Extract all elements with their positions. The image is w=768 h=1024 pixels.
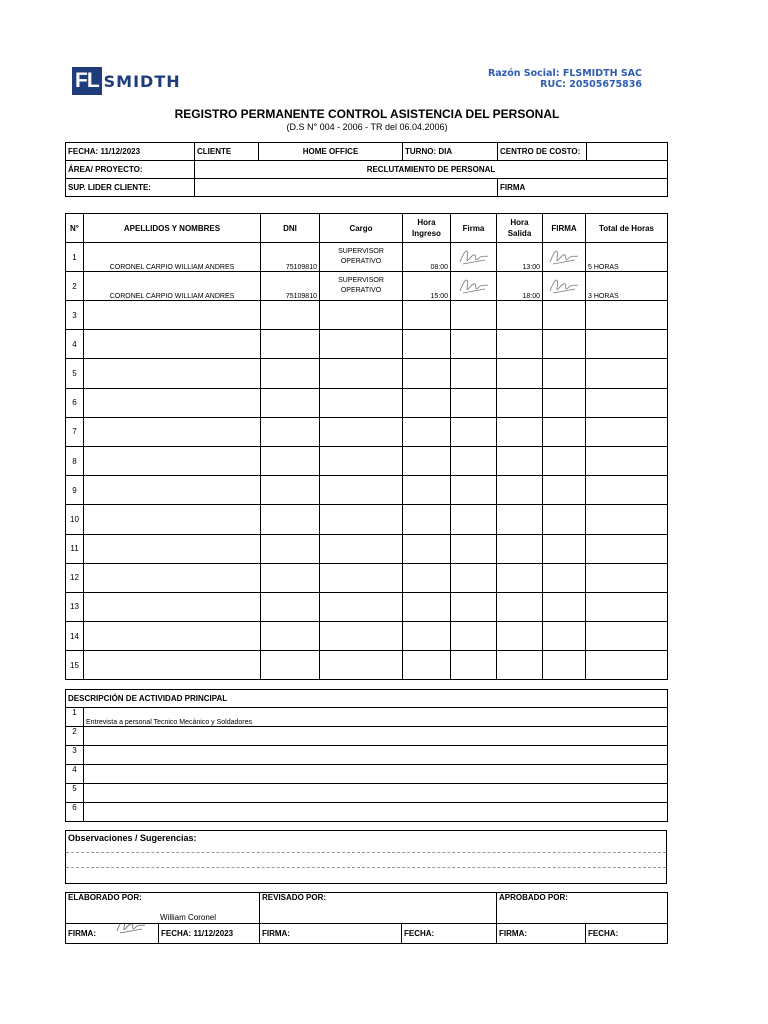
- row-hora-ingreso[interactable]: [403, 563, 451, 592]
- company-info: [488, 68, 642, 90]
- row-firma-ingreso[interactable]: [451, 622, 497, 651]
- row-dni[interactable]: [261, 534, 320, 563]
- row-total-horas[interactable]: [586, 563, 668, 592]
- activity-row-number: 1: [66, 708, 84, 727]
- row-number: 7: [66, 417, 84, 446]
- row-firma-ingreso[interactable]: [451, 446, 497, 475]
- signature-icon: [547, 274, 581, 296]
- row-firma-ingreso[interactable]: [451, 330, 497, 359]
- row-number: 2: [66, 272, 84, 301]
- col-header-nombres: APELLIDOS Y NOMBRES: [84, 214, 261, 243]
- firma-label-elaborado: FIRMA:: [68, 929, 96, 938]
- row-cargo: [320, 243, 403, 272]
- row-total-horas[interactable]: [586, 388, 668, 417]
- activity-table: [65, 689, 668, 822]
- row-hora-salida[interactable]: [497, 622, 543, 651]
- row-dni: 75109810: [261, 272, 320, 301]
- row-number: 10: [66, 505, 84, 534]
- row-number: 4: [66, 330, 84, 359]
- col-header-firma: Firma: [451, 214, 497, 243]
- row-hora-ingreso[interactable]: [403, 359, 451, 388]
- row-hora-salida[interactable]: [497, 476, 543, 505]
- activity-row-text[interactable]: [84, 803, 668, 822]
- row-nombre[interactable]: [84, 476, 261, 505]
- row-hora-ingreso[interactable]: [403, 592, 451, 621]
- row-nombre[interactable]: [84, 592, 261, 621]
- row-hora-ingreso[interactable]: [403, 476, 451, 505]
- attendance-row: [66, 534, 668, 563]
- firma-label: FIRMA: [498, 179, 668, 197]
- row-firma-ingreso[interactable]: [451, 505, 497, 534]
- attendance-row: [66, 505, 668, 534]
- row-nombre[interactable]: [84, 388, 261, 417]
- row-cargo[interactable]: [320, 563, 403, 592]
- row-hora-ingreso[interactable]: [403, 417, 451, 446]
- logo-smidth-text: SMIDTH: [103, 71, 181, 91]
- row-firma-salida[interactable]: [543, 359, 586, 388]
- ruc: RUC: 20505675836: [540, 79, 642, 90]
- firma-label-aprobado: FIRMA:: [497, 924, 586, 944]
- sup-lider-label: SUP. LIDER CLIENTE:: [66, 179, 195, 197]
- row-cargo[interactable]: [320, 330, 403, 359]
- row-cargo[interactable]: [320, 359, 403, 388]
- firma-label-revisado: FIRMA:: [260, 924, 402, 944]
- row-firma-ingreso[interactable]: [451, 476, 497, 505]
- attendance-row: [66, 388, 668, 417]
- row-hora-salida[interactable]: [497, 417, 543, 446]
- activity-row: [66, 765, 668, 784]
- row-total-horas[interactable]: [586, 534, 668, 563]
- row-hora-ingreso[interactable]: [403, 505, 451, 534]
- row-cargo-line2: OPERATIVO: [340, 258, 382, 265]
- row-cargo-line1: SUPERVISOR: [338, 248, 384, 255]
- row-total-horas: 5 HORAS: [586, 243, 668, 272]
- row-total-horas[interactable]: [586, 651, 668, 680]
- observaciones-box[interactable]: [66, 831, 667, 884]
- row-cargo-line1: SUPERVISOR: [338, 277, 384, 284]
- row-hora-ingreso[interactable]: [403, 446, 451, 475]
- row-dni[interactable]: [261, 622, 320, 651]
- activity-row-number: 4: [66, 765, 84, 784]
- row-firma-salida[interactable]: [543, 388, 586, 417]
- centro-costo-label: CENTRO DE COSTO:: [498, 143, 587, 161]
- row-dni[interactable]: [261, 592, 320, 621]
- info-table: [65, 142, 668, 197]
- row-firma-salida[interactable]: [543, 301, 586, 330]
- row-firma-salida[interactable]: [543, 476, 586, 505]
- row-nombre: CORONEL CARPIO WILLIAM ANDRES: [84, 272, 261, 301]
- row-total-horas[interactable]: [586, 476, 668, 505]
- col-header-total-horas: Total de Horas: [586, 214, 668, 243]
- row-cargo-line2: OPERATIVO: [340, 287, 382, 294]
- row-firma-salida: [543, 243, 586, 272]
- attendance-row: [66, 330, 668, 359]
- row-cargo[interactable]: [320, 592, 403, 621]
- row-dni[interactable]: [261, 651, 320, 680]
- attendance-table: [65, 213, 668, 680]
- attendance-row: [66, 301, 668, 330]
- fecha-cell: FECHA: 11/12/2023: [66, 143, 195, 161]
- row-nombre: CORONEL CARPIO WILLIAM ANDRES: [84, 243, 261, 272]
- row-firma-salida[interactable]: [543, 651, 586, 680]
- row-dni[interactable]: [261, 359, 320, 388]
- activity-row: [66, 727, 668, 746]
- row-number: 8: [66, 446, 84, 475]
- document-title: REGISTRO PERMANENTE CONTROL ASISTENCIA DEL PERSONAL: [174, 107, 560, 121]
- row-number: 3: [66, 301, 84, 330]
- observaciones-line-2: [66, 867, 666, 868]
- row-number: 9: [66, 476, 84, 505]
- row-firma-ingreso: [451, 272, 497, 301]
- row-cargo[interactable]: [320, 476, 403, 505]
- attendance-row: [66, 243, 668, 272]
- row-firma-salida[interactable]: [543, 563, 586, 592]
- row-dni[interactable]: [261, 505, 320, 534]
- activity-row-number: 2: [66, 727, 84, 746]
- row-cargo[interactable]: [320, 651, 403, 680]
- row-firma-salida: [543, 272, 586, 301]
- row-firma-ingreso[interactable]: [451, 301, 497, 330]
- row-cargo[interactable]: [320, 446, 403, 475]
- row-hora-ingreso[interactable]: [403, 301, 451, 330]
- aprobado-label: APROBADO POR:: [497, 893, 668, 924]
- activity-row-number: 6: [66, 803, 84, 822]
- row-number: 6: [66, 388, 84, 417]
- row-nombre[interactable]: [84, 446, 261, 475]
- row-firma-ingreso[interactable]: [451, 359, 497, 388]
- row-total-horas[interactable]: [586, 592, 668, 621]
- row-hora-salida[interactable]: [497, 505, 543, 534]
- sup-lider-value[interactable]: [195, 179, 498, 197]
- row-total-horas[interactable]: [586, 330, 668, 359]
- row-dni[interactable]: [261, 330, 320, 359]
- row-firma-salida[interactable]: [543, 592, 586, 621]
- row-cargo[interactable]: [320, 301, 403, 330]
- area-value: RECLUTAMIENTO DE PERSONAL: [195, 161, 668, 179]
- row-hora-salida[interactable]: [497, 388, 543, 417]
- activity-row-text[interactable]: [84, 746, 668, 765]
- observaciones-line-1: [66, 852, 666, 853]
- activity-row-text[interactable]: [84, 727, 668, 746]
- activity-row-text[interactable]: Entrevista a personal Tecnico Mecánico y Soldadores: [84, 708, 668, 727]
- row-cargo[interactable]: [320, 622, 403, 651]
- row-firma-ingreso: [451, 243, 497, 272]
- row-firma-ingreso[interactable]: [451, 417, 497, 446]
- logo-fl-mark: FL: [72, 67, 102, 95]
- row-cargo[interactable]: [320, 505, 403, 534]
- signature-icon: [114, 924, 148, 937]
- row-hora-salida[interactable]: [497, 301, 543, 330]
- signature-icon: [457, 274, 491, 296]
- row-nombre[interactable]: [84, 330, 261, 359]
- row-hora-salida[interactable]: [497, 534, 543, 563]
- activity-row-text[interactable]: [84, 784, 668, 803]
- attendance-row: [66, 622, 668, 651]
- row-firma-salida[interactable]: [543, 446, 586, 475]
- row-dni[interactable]: [261, 301, 320, 330]
- activity-row: [66, 784, 668, 803]
- row-firma-ingreso[interactable]: [451, 651, 497, 680]
- observaciones-table: [65, 830, 667, 884]
- cliente-value: HOME OFFICE: [259, 143, 403, 161]
- col-header-cargo: Cargo: [320, 214, 403, 243]
- activity-header: DESCRIPCIÓN DE ACTIVIDAD PRINCIPAL: [66, 690, 668, 708]
- row-hora-ingreso[interactable]: [403, 651, 451, 680]
- row-firma-salida[interactable]: [543, 330, 586, 359]
- row-hora-salida[interactable]: [497, 446, 543, 475]
- activity-row: [66, 746, 668, 765]
- row-dni[interactable]: [261, 446, 320, 475]
- attendance-row: [66, 651, 668, 680]
- activity-row-number: 3: [66, 746, 84, 765]
- row-hora-ingreso[interactable]: [403, 622, 451, 651]
- row-hora-salida[interactable]: [497, 651, 543, 680]
- elaborado-firma-cell: [66, 924, 159, 944]
- row-hora-salida: 18:00: [497, 272, 543, 301]
- row-hora-salida[interactable]: [497, 330, 543, 359]
- row-hora-salida[interactable]: [497, 359, 543, 388]
- row-nombre[interactable]: [84, 417, 261, 446]
- row-total-horas[interactable]: [586, 446, 668, 475]
- elaborado-cell: [66, 893, 260, 924]
- row-nombre[interactable]: [84, 534, 261, 563]
- observaciones-label: Observaciones / Sugerencias:: [68, 833, 197, 843]
- row-dni[interactable]: [261, 563, 320, 592]
- row-hora-salida: 13:00: [497, 243, 543, 272]
- row-cargo[interactable]: [320, 417, 403, 446]
- flsmidth-logo: [72, 67, 181, 95]
- row-nombre[interactable]: [84, 505, 261, 534]
- activity-row: [66, 803, 668, 822]
- row-total-horas[interactable]: [586, 505, 668, 534]
- row-number: 15: [66, 651, 84, 680]
- row-dni[interactable]: [261, 417, 320, 446]
- elaborado-fecha: FECHA: 11/12/2023: [159, 924, 260, 944]
- row-cargo: [320, 272, 403, 301]
- activity-row-text[interactable]: [84, 765, 668, 784]
- signature-icon: [457, 245, 491, 267]
- row-dni[interactable]: [261, 388, 320, 417]
- attendance-row: [66, 417, 668, 446]
- row-total-horas[interactable]: [586, 301, 668, 330]
- row-firma-ingreso[interactable]: [451, 388, 497, 417]
- row-total-horas[interactable]: [586, 622, 668, 651]
- col-header-n: N°: [66, 214, 84, 243]
- row-nombre[interactable]: [84, 563, 261, 592]
- row-hora-ingreso[interactable]: [403, 388, 451, 417]
- row-firma-ingreso[interactable]: [451, 534, 497, 563]
- elaborado-name: William Coronel: [160, 913, 217, 922]
- attendance-row: [66, 592, 668, 621]
- row-number: 14: [66, 622, 84, 651]
- attendance-row: [66, 446, 668, 475]
- row-number: 5: [66, 359, 84, 388]
- col-header-hora-salida: Hora Salida: [497, 214, 543, 243]
- row-firma-ingreso[interactable]: [451, 592, 497, 621]
- row-number: 11: [66, 534, 84, 563]
- footer-table: [65, 892, 668, 944]
- razon-social: Razón Social: FLSMIDTH SAC: [487, 68, 642, 79]
- attendance-row: [66, 359, 668, 388]
- row-total-horas: 3 HORAS: [586, 272, 668, 301]
- row-dni[interactable]: [261, 476, 320, 505]
- col-header-hora-ingreso: Hora Ingreso: [403, 214, 451, 243]
- row-cargo[interactable]: [320, 534, 403, 563]
- attendance-row: [66, 476, 668, 505]
- elaborado-label: ELABORADO POR:: [68, 893, 142, 902]
- row-number: 12: [66, 563, 84, 592]
- activity-row: [66, 708, 668, 727]
- row-hora-ingreso[interactable]: [403, 330, 451, 359]
- row-firma-salida[interactable]: [543, 505, 586, 534]
- row-hora-salida[interactable]: [497, 563, 543, 592]
- activity-row-number: 5: [66, 784, 84, 803]
- fecha-label-revisado: FECHA:: [402, 924, 497, 944]
- signature-icon: [547, 245, 581, 267]
- row-nombre[interactable]: [84, 301, 261, 330]
- row-firma-salida[interactable]: [543, 534, 586, 563]
- row-hora-ingreso: 08:00: [403, 243, 451, 272]
- row-total-horas[interactable]: [586, 359, 668, 388]
- col-header-dni: DNI: [261, 214, 320, 243]
- row-firma-salida[interactable]: [543, 417, 586, 446]
- row-firma-salida[interactable]: [543, 622, 586, 651]
- col-header-firma-salida: FIRMA: [543, 214, 586, 243]
- row-dni: 75109810: [261, 243, 320, 272]
- row-total-horas[interactable]: [586, 417, 668, 446]
- row-number: 13: [66, 592, 84, 621]
- turno-cell: TURNO: DIA: [403, 143, 498, 161]
- attendance-row: [66, 563, 668, 592]
- row-cargo[interactable]: [320, 388, 403, 417]
- row-nombre[interactable]: [84, 651, 261, 680]
- area-label: ÁREA/ PROYECTO:: [66, 161, 195, 179]
- row-hora-ingreso[interactable]: [403, 534, 451, 563]
- row-hora-salida[interactable]: [497, 592, 543, 621]
- row-hora-ingreso: 15:00: [403, 272, 451, 301]
- cliente-label: CLIENTE: [195, 143, 259, 161]
- document-subtitle: (D.S N° 004 - 2006 - TR del 06.04.2006): [286, 122, 448, 132]
- row-nombre[interactable]: [84, 359, 261, 388]
- attendance-row: [66, 272, 668, 301]
- row-nombre[interactable]: [84, 622, 261, 651]
- row-firma-ingreso[interactable]: [451, 563, 497, 592]
- fecha-label-aprobado: FECHA:: [586, 924, 668, 944]
- row-number: 1: [66, 243, 84, 272]
- revisado-label: REVISADO POR:: [260, 893, 497, 924]
- centro-costo-value[interactable]: [587, 143, 668, 161]
